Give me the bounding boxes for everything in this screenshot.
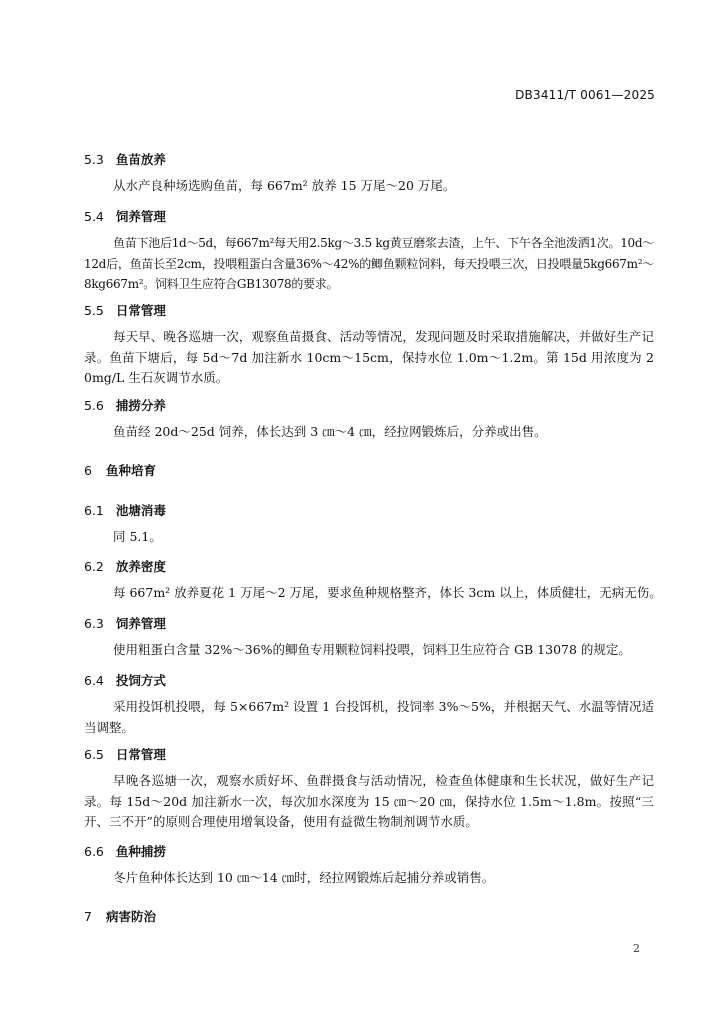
paragraph-5-6: 鱼苗经 20d～25d 饲养，体长达到 3 ㎝～4 ㎝，经拉网锻炼后，分养或出售。 bbox=[113, 424, 547, 439]
section-heading-5-4 bbox=[84, 207, 166, 225]
paragraph-6-3: 使用粗蛋白含量 32%～36%的鲫鱼专用颗粒饲料投喂，饲料卫生应符合 GB 13078 的规定。 bbox=[113, 642, 631, 657]
section-title: 池塘消毒 bbox=[115, 503, 166, 518]
paragraph-6-1: 同 5.1。 bbox=[113, 529, 162, 544]
section-number: 5.5 bbox=[84, 303, 104, 318]
section-title: 日常管理 bbox=[115, 303, 166, 318]
section-heading-6-4 bbox=[84, 671, 166, 689]
section-number: 6.6 bbox=[84, 844, 104, 859]
paragraph-5-5: 每天早、晚各巡塘一次，观察鱼苗摄食、活动等情况，发现问题及时采取措施解决，并做好生产记录。鱼苗下塘后，每 5d～7d 加注新水 10cm～15cm，保持水位 1.0m～1.2m。第 15d 用浓度为 20mg/L 生石灰调节水质。 bbox=[84, 329, 654, 385]
paragraph-5-3: 从水产良种场选购鱼苗，每 667m² 放养 15 万尾～20 万尾。 bbox=[113, 178, 456, 193]
section-heading-6-2 bbox=[84, 557, 166, 575]
section-number: 6.2 bbox=[84, 559, 104, 574]
section-number: 6.5 bbox=[84, 747, 104, 762]
section-number: 5.3 bbox=[84, 152, 104, 167]
chapter-title: 鱼种培育 bbox=[105, 463, 156, 478]
section-number: 6.4 bbox=[84, 673, 104, 688]
chapter-number: 6 bbox=[84, 463, 92, 478]
section-heading-5-5 bbox=[84, 301, 166, 319]
paragraph-6-6: 冬片鱼种体长达到 10 ㎝～14 ㎝时，经拉网锻炼后起捕分养或销售。 bbox=[113, 870, 495, 885]
chapter-heading-7 bbox=[84, 907, 156, 925]
section-heading-6-1 bbox=[84, 501, 166, 519]
paragraph-6-4: 采用投饵机投喂，每 5×667m² 设置 1 台投饵机，投饲率 3%～5%，并根据天气、水温等情况适当调整。 bbox=[84, 699, 654, 735]
section-title: 鱼苗放养 bbox=[115, 152, 166, 167]
section-number: 5.4 bbox=[84, 209, 104, 224]
section-number: 5.6 bbox=[84, 398, 104, 413]
section-heading-6-5 bbox=[84, 745, 166, 763]
section-title: 饲养管理 bbox=[115, 616, 166, 631]
section-heading-6-6 bbox=[84, 842, 166, 860]
section-number: 6.1 bbox=[84, 503, 104, 518]
chapter-title: 病害防治 bbox=[105, 909, 156, 924]
section-title: 日常管理 bbox=[115, 747, 166, 762]
page-number: 2 bbox=[633, 942, 640, 955]
section-heading-5-3 bbox=[84, 150, 166, 168]
paragraph-6-2: 每 667m² 放养夏花 1 万尾～2 万尾，要求鱼种规格整齐，体长 3cm 以上，体质健壮，无病无伤。 bbox=[113, 585, 662, 600]
paragraph-5-4: 鱼苗下池后1d～5d，每667m²每天用2.5kg～3.5 kg黄豆磨浆去渣，上午、下午各全池泼洒1次。10d～12d后，鱼苗长至2cm，投喂粗蛋白含量36%～42%的鲫鱼颗粒饲料，每天投喂三次，日投喂量5kg667m²～8kg667m²。饲料卫生应符合GB13078的要求。 bbox=[84, 236, 654, 291]
section-title: 投饲方式 bbox=[115, 673, 166, 688]
paragraph-6-5: 早晚各巡塘一次，观察水质好坏、鱼群摄食与活动情况，检查鱼体健康和生长状况，做好生产记录。每 15d～20d 加注新水一次，每次加水深度为 15 ㎝～20 ㎝，保持水位 1.5m～1.8m。按照“三开、三不开”的原则合理使用增氧设备，使用有益微生物制剂调节水质。 bbox=[84, 773, 654, 829]
section-title: 鱼种捕捞 bbox=[115, 844, 166, 859]
standard-code: DB3411/T 0061—2025 bbox=[515, 88, 655, 102]
section-title: 饲养管理 bbox=[115, 209, 166, 224]
section-title: 放养密度 bbox=[115, 559, 166, 574]
chapter-number: 7 bbox=[84, 909, 92, 924]
section-title: 捕捞分养 bbox=[115, 398, 166, 413]
chapter-heading-6 bbox=[84, 461, 156, 479]
section-heading-5-6 bbox=[84, 396, 166, 414]
section-number: 6.3 bbox=[84, 616, 104, 631]
section-heading-6-3 bbox=[84, 614, 166, 632]
